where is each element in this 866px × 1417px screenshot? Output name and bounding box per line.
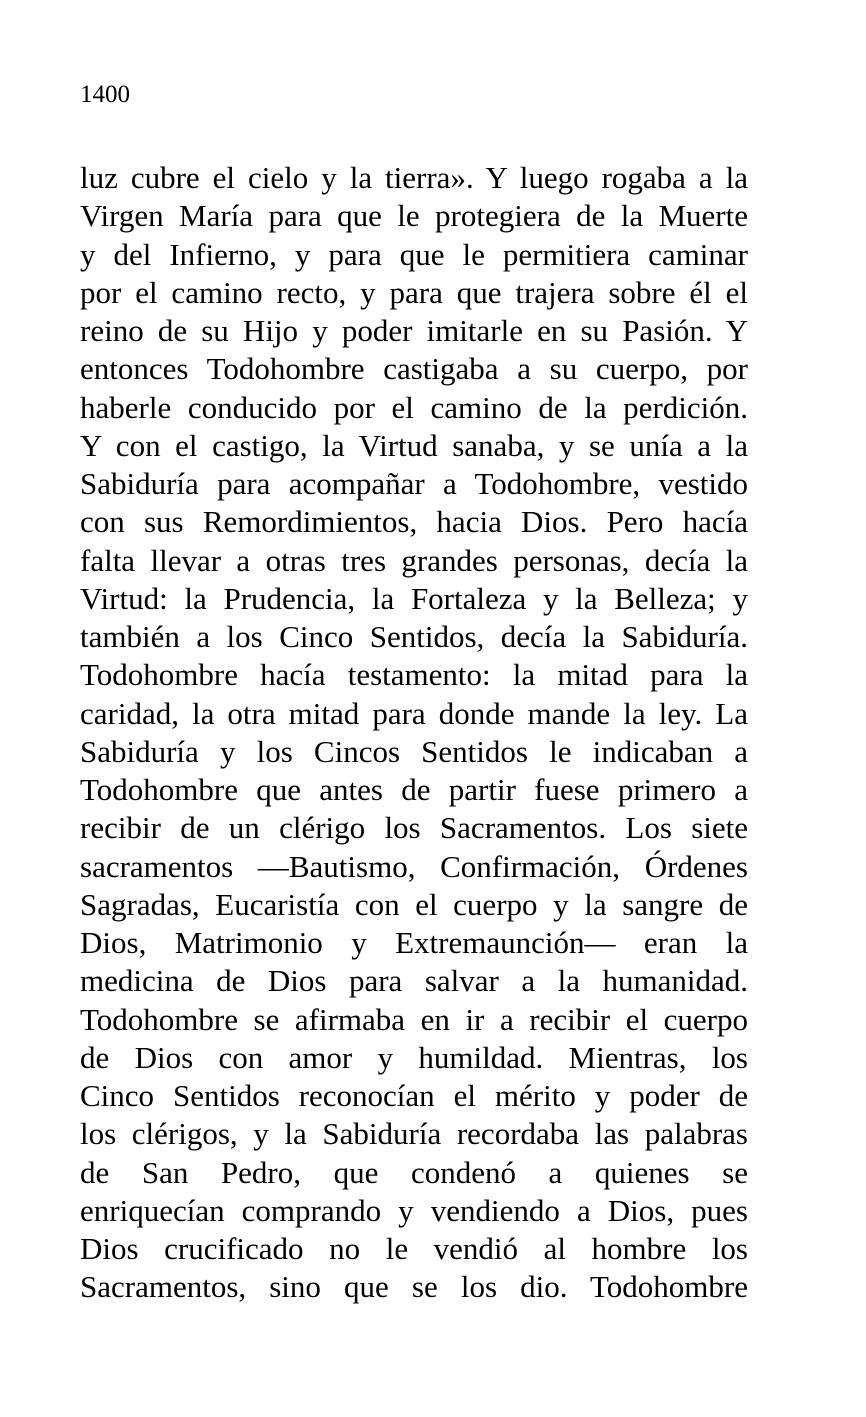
- text-line: recibir de un clérigo los Sacramentos. Los siete: [80, 810, 748, 846]
- text-line: Sabiduría y los Cincos Sentidos le indicaban a: [80, 733, 748, 769]
- text-line: luz cubre el cielo y la tierra». Y luego rogaba a la: [80, 160, 748, 195]
- text-line: Dios, Matrimonio y Extremaunción— eran la: [80, 925, 748, 960]
- text-line: Todohombre que antes de partir fuese primero a: [80, 772, 748, 807]
- text-line: enriquecían comprando y vendiendo a Dios, pues: [80, 1192, 748, 1228]
- text-line: Sabiduría para acompañar a Todohombre, vestido: [80, 466, 748, 501]
- text-line: caridad, la otra mitad para donde mande la ley. La: [80, 695, 748, 731]
- page-number: 1400: [80, 81, 130, 108]
- text-line: Virgen María para que le protegiera de la Muerte: [80, 198, 748, 234]
- text-line: con sus Remordimientos, hacia Dios. Pero hacía: [80, 504, 748, 540]
- text-line: también a los Cinco Sentidos, decía la Sabiduría.: [80, 619, 748, 654]
- text-line: Todohombre se afirmaba en ir a recibir el cuerpo: [80, 1001, 748, 1037]
- text-line: de Dios con amor y humildad. Mientras, los: [80, 1039, 748, 1075]
- text-line: de San Pedro, que condenó a quienes se: [80, 1154, 748, 1190]
- text-line: Y con el castigo, la Virtud sanaba, y se unía a la: [80, 427, 748, 463]
- body-text: [80, 159, 748, 1307]
- text-line: reino de su Hijo y poder imitarle en su Pasión. Y: [80, 313, 748, 348]
- text-line: sacramentos —Bautismo, Confirmación, Órdenes: [80, 848, 748, 884]
- text-line: haberle conducido por el camino de la perdición.: [80, 389, 748, 425]
- text-line: Todohombre hacía testamento: la mitad para la: [80, 657, 748, 693]
- text-line: los clérigos, y la Sabiduría recordaba las palabras: [80, 1116, 748, 1152]
- text-line: entonces Todohombre castigaba a su cuerpo, por: [80, 351, 748, 387]
- text-line: y del Infierno, y para que le permitiera caminar: [80, 236, 748, 272]
- text-line: medicina de Dios para salvar a la humanidad.: [80, 963, 748, 999]
- text-line: Virtud: la Prudencia, la Fortaleza y la Belleza; y: [80, 580, 748, 616]
- text-line: Cinco Sentidos reconocían el mérito y poder de: [80, 1078, 748, 1113]
- text-line: falta llevar a otras tres grandes personas, decía la: [80, 542, 748, 578]
- text-line: Dios crucificado no le vendió al hombre los: [80, 1231, 748, 1266]
- text-line: Sagradas, Eucaristía con el cuerpo y la sangre de: [80, 886, 748, 922]
- text-line: por el camino recto, y para que trajera sobre él el: [80, 274, 748, 310]
- text-line: Sacramentos, sino que se los dio. Todohombre: [80, 1269, 748, 1305]
